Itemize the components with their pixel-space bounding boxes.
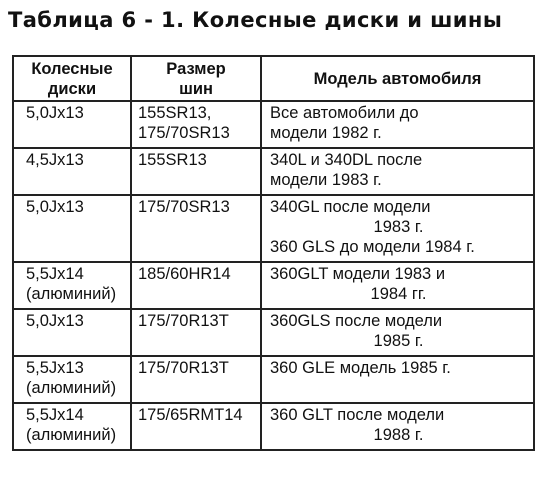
cell-model <box>261 356 534 403</box>
cell-rim <box>13 403 131 450</box>
cell-rim <box>13 356 131 403</box>
cell-line: 340GL после модели <box>270 198 431 216</box>
cell-model <box>261 309 534 356</box>
header-text: Колесные <box>31 59 113 78</box>
table-row <box>13 195 534 262</box>
table-row <box>13 262 534 309</box>
cell-line: модели 1982 г. <box>270 124 382 142</box>
cell-line: 360 GLT после модели <box>270 406 445 424</box>
cell-line: 5,0Jx13 <box>26 198 84 216</box>
cell-rim <box>13 309 131 356</box>
table-row <box>13 101 534 148</box>
cell-line: 175/70SR13 <box>138 198 230 216</box>
cell-line: 360GLS после модели <box>270 312 443 330</box>
cell-line: Все автомобили до <box>270 104 419 122</box>
cell-line: 5,5Jx14 <box>26 265 84 283</box>
cell-line: 1988 г. <box>373 426 424 444</box>
header-text: диски <box>47 79 97 98</box>
table-row <box>13 148 534 195</box>
cell-line: 5,5Jx14 <box>26 406 84 424</box>
cell-tire <box>131 309 261 356</box>
header-text: Размер <box>166 59 226 78</box>
cell-line: 155SR13, <box>138 104 212 122</box>
cell-line: 175/70R13T <box>138 359 229 377</box>
header-text: шин <box>179 79 213 98</box>
cell-line: 4,5Jx13 <box>26 151 84 169</box>
cell-model <box>261 262 534 309</box>
cell-line: 5,0Jx13 <box>26 104 84 122</box>
cell-line: 360 GLE модель 1985 г. <box>270 359 451 377</box>
cell-line: 340L и 340DL после <box>270 151 423 169</box>
table-row <box>13 356 534 403</box>
cell-tire <box>131 356 261 403</box>
cell-line: 175/70SR13 <box>138 124 230 142</box>
cell-line: 1983 г. <box>373 218 424 236</box>
table-row <box>13 403 534 450</box>
cell-rim <box>13 101 131 148</box>
cell-line: 155SR13 <box>138 151 207 169</box>
cell-line: 360 GLS до модели 1984 г. <box>270 238 475 256</box>
table-row <box>13 309 534 356</box>
cell-tire <box>131 262 261 309</box>
cell-line: 175/65RMT14 <box>138 406 243 424</box>
cell-tire <box>131 403 261 450</box>
header-text: Модель автомобиля <box>313 69 482 88</box>
header-car-model <box>261 56 534 101</box>
cell-rim <box>13 262 131 309</box>
cell-line: (алюминий) <box>26 426 117 444</box>
cell-model <box>261 195 534 262</box>
cell-line: 360GLT модели 1983 и <box>270 265 446 283</box>
cell-line: 5,0Jx13 <box>26 312 84 330</box>
cell-line: 5,5Jx13 <box>26 359 84 377</box>
cell-line: (алюминий) <box>26 379 117 397</box>
cell-model <box>261 101 534 148</box>
cell-tire <box>131 195 261 262</box>
cell-tire <box>131 148 261 195</box>
cell-line: модели 1983 г. <box>270 171 382 189</box>
cell-line: 1984 гг. <box>370 285 427 303</box>
cell-line: 175/70R13T <box>138 312 229 330</box>
table-title: Таблица 6 - 1. Колесные диски и шины <box>8 8 503 32</box>
table-header-row <box>13 56 534 101</box>
cell-rim <box>13 195 131 262</box>
cell-line: 1985 г. <box>373 332 424 350</box>
wheels-tires-table <box>12 55 535 451</box>
cell-rim <box>13 148 131 195</box>
header-tire-size <box>131 56 261 101</box>
cell-line: (алюминий) <box>26 285 117 303</box>
header-rims <box>13 56 131 101</box>
cell-model <box>261 403 534 450</box>
cell-model <box>261 148 534 195</box>
cell-tire <box>131 101 261 148</box>
cell-line: 185/60HR14 <box>138 265 231 283</box>
